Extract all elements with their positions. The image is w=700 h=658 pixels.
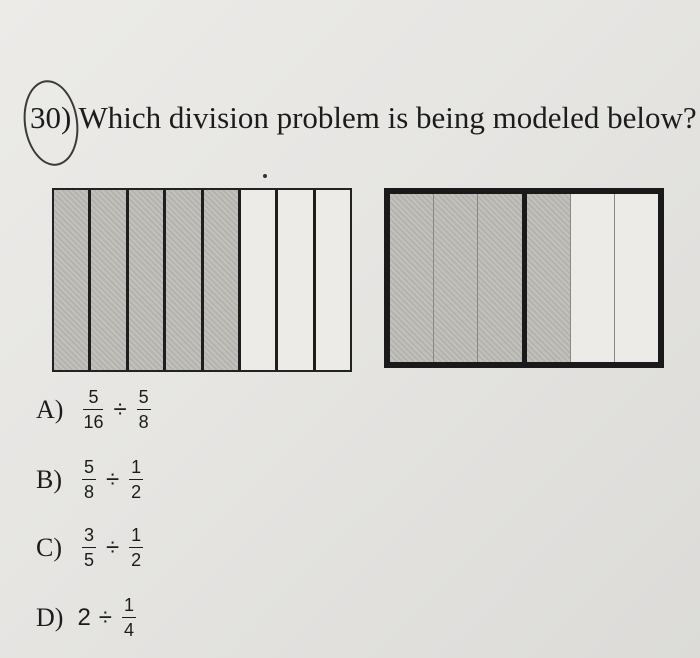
question-line — [30, 100, 697, 136]
model-eighths — [52, 188, 352, 372]
numerator: 5 — [138, 387, 149, 407]
fraction — [129, 526, 143, 569]
choice-letter: C) — [36, 532, 62, 562]
model-cell-shaded — [166, 190, 203, 370]
stray-dot — [263, 174, 267, 178]
model-half — [527, 194, 659, 362]
divide-sign: ÷ — [106, 533, 120, 561]
denominator: 8 — [83, 482, 94, 502]
model-cell-shaded — [204, 190, 241, 370]
numerator: 1 — [131, 457, 142, 477]
divide-sign: ÷ — [98, 603, 112, 631]
fraction — [129, 458, 143, 501]
choice-letter: A) — [36, 394, 64, 424]
choice-d[interactable] — [36, 596, 142, 639]
model-subcell — [478, 194, 521, 362]
model-cell-unshaded — [278, 190, 315, 370]
fraction — [82, 458, 96, 501]
model-halves — [384, 188, 664, 368]
model-subcell — [571, 194, 615, 362]
model-cell-shaded — [91, 190, 128, 370]
denominator: 16 — [83, 412, 104, 432]
choice-a[interactable] — [36, 388, 157, 431]
denominator: 2 — [131, 550, 142, 570]
fraction — [137, 388, 151, 431]
question-text: Which division problem is being modeled below? — [78, 100, 697, 135]
model-cell-shaded — [54, 190, 91, 370]
whole-number: 2 — [77, 603, 91, 631]
denominator: 8 — [138, 412, 149, 432]
choice-letter: D) — [36, 602, 64, 632]
choice-c[interactable] — [36, 526, 149, 569]
divide-sign: ÷ — [113, 395, 127, 423]
numerator: 1 — [123, 595, 134, 615]
numerator: 3 — [83, 525, 94, 545]
numerator: 5 — [83, 457, 94, 477]
denominator: 4 — [123, 620, 134, 640]
divide-sign: ÷ — [106, 465, 120, 493]
numerator: 1 — [131, 525, 142, 545]
choice-b[interactable] — [36, 458, 149, 501]
model-cell-shaded — [129, 190, 166, 370]
model-subcell — [434, 194, 478, 362]
question-number: 30) — [30, 100, 72, 135]
choice-letter: B) — [36, 464, 62, 494]
model-cell-unshaded — [241, 190, 278, 370]
fraction — [83, 388, 103, 431]
fraction — [122, 596, 136, 639]
model-subcell — [390, 194, 434, 362]
model-subcell — [615, 194, 658, 362]
fraction — [82, 526, 96, 569]
denominator: 2 — [131, 482, 142, 502]
numerator: 5 — [88, 387, 99, 407]
model-cell-unshaded — [316, 190, 350, 370]
model-subcell — [527, 194, 571, 362]
denominator: 5 — [83, 550, 94, 570]
model-half — [390, 194, 527, 362]
